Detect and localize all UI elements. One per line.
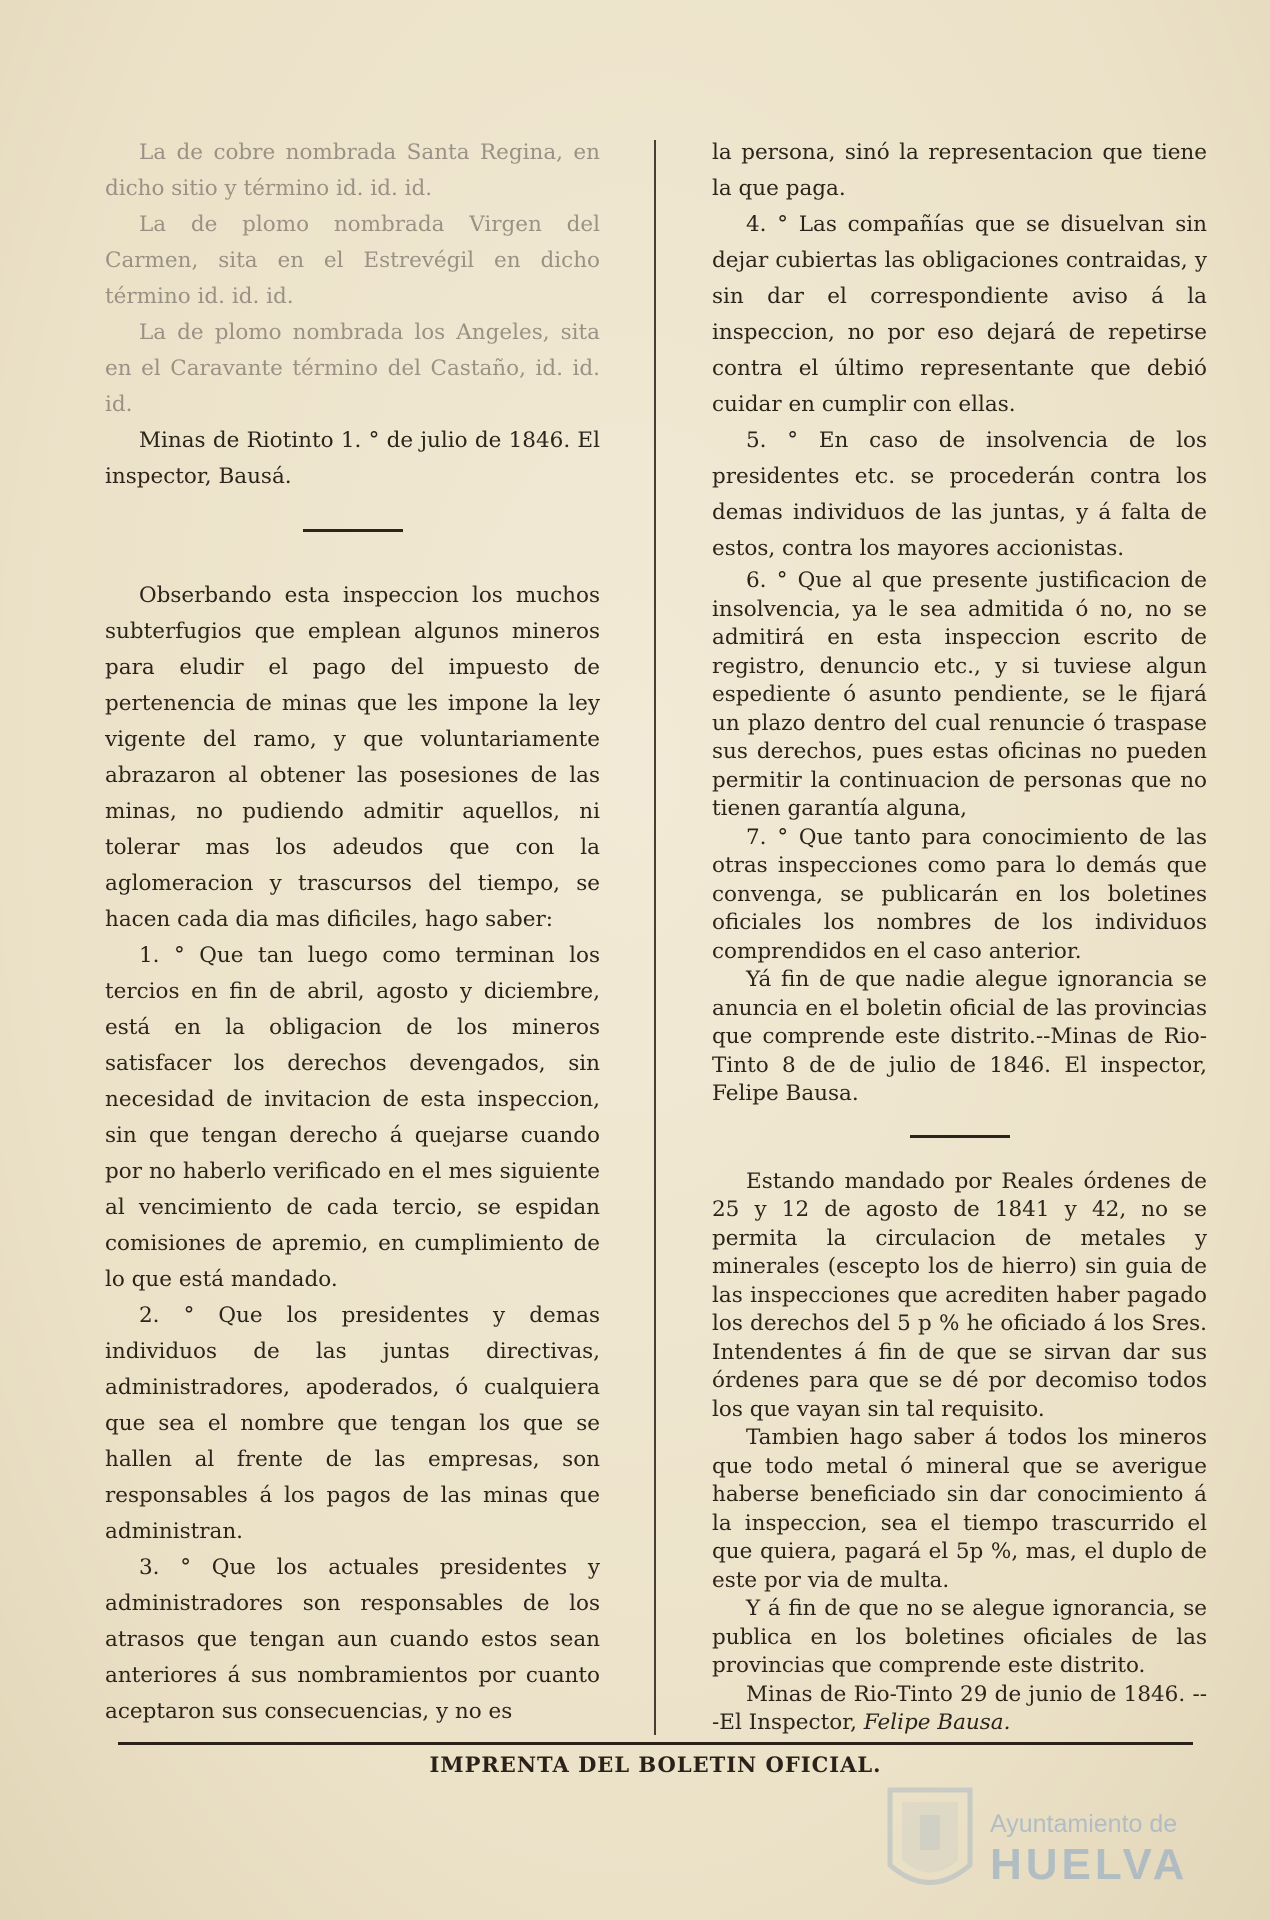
printer-imprint: IMPRENTA DEL BOLETIN OFICIAL. <box>429 1752 882 1777</box>
notice2-item5: 5. ° En caso de insolvencia de los presidentes etc. se procederán contra los demas individuos de las juntas, y á falta de estos, contra los mayores accionistas. <box>712 428 1207 561</box>
notice2-item7: 7. ° Que tanto para conocimiento de las otras inspecciones como para lo demás que convenga, se publicarán en los boletines oficiales los nombres de los individuos comprendidos en el caso anterior. <box>712 824 1207 964</box>
notice3-para3: Y á fin de que no se alegue ignorancia, se publica en los boletines oficiales de las provincias que comprende este distrito. <box>712 1596 1207 1678</box>
watermark-line1: Ayuntamiento de <box>990 1810 1178 1838</box>
footer-rule <box>118 1742 1193 1745</box>
notice2-closing: Yá fin de que nadie alegue ignorancia se anuncia en el boletin oficial de las provincias que comprende este distrito.--Minas de Rio-Tinto 8 de de julio de 1846. El inspector, Felipe Bausa. <box>712 967 1207 1106</box>
notice1-signature: Minas de Riotinto 1. ° de julio de 1846. El inspector, Bausá. <box>105 428 600 489</box>
notice2-item3: 3. ° Que los actuales presidentes y administradores son responsables de los atrasos que tengan aun cuando estos sean anteriores á sus nombramientos por cuanto aceptaron sus consecuencias, y no es <box>105 1555 600 1724</box>
section-divider <box>910 1135 1010 1138</box>
notice2-intro: Obserbando esta inspeccion los muchos subterfugios que emplean algunos mineros para eludir el pago del impuesto de pertenencia de minas que les impone la ley vigente del ramo, y que voluntariamente abrazaron al obtener las posesiones de las minas, no pudiendo admitir aquellos, ni tolerar mas los adeudos que con la aglomeracion y trascursos del tiempo, se hacen cada dia mas dificiles, hago saber: <box>105 583 600 932</box>
column-divider <box>654 140 656 1735</box>
notice3-signature-text: Minas de Rio-Tinto 29 de junio de 1846. ---El Inspector, <box>712 1681 1207 1735</box>
notice3-signature-name: Felipe Bausa. <box>863 1710 1011 1735</box>
section-divider <box>303 529 403 532</box>
notice1-para3: La de plomo nombrada los Angeles, sita en el Caravante término del Castaño, id. id. id. <box>105 320 600 417</box>
notice2-item6: 6. ° Que al que presente justificacion de insolvencia, ya le sea admitida ó no, no se admitirá en esta inspeccion escrito de registro, denuncio etc., y si tuviese algun espediente ó asunto pendiente, se le fijará un plazo dentro del cual renuncie ó traspase sus derechos, pues estas oficinas no pueden permitir la continuacion de personas que no tienen garantía alguna, <box>712 568 1207 821</box>
notice2-continuation: la persona, sinó la representacion que tiene la que paga. <box>712 140 1207 201</box>
left-column <box>105 135 600 1730</box>
watermark-line2: HUELVA <box>990 1840 1189 1889</box>
notice3-para1: Estando mandado por Reales órdenes de 25 y 12 de agosto de 1841 y 42, no se permita la circulacion de metales y minerales (escepto los de hierro) sin guia de las inspecciones que acrediten haber pagado los derechos del 5 p % he oficiado á los Sres. Intendentes á fin de que se sirvan dar sus órdenes para que se dé por decomiso todos los que vayan sin tal requisito. <box>712 1168 1207 1422</box>
right-column <box>712 135 1207 1738</box>
notice2-item2: 2. ° Que los presidentes y demas individuos de las juntas directivas, administradores, apoderados, ó cualquiera que sea el nombre que tengan los que se hallen al frente de las empresas, son responsables á los pagos de las minas que administran. <box>105 1303 600 1544</box>
notice1-para1: La de cobre nombrada Santa Regina, en dicho sitio y término id. id. id. <box>105 140 600 201</box>
notice1-para2: La de plomo nombrada Virgen del Carmen, sita en el Estrevégil en dicho término id. id. id. <box>105 212 600 309</box>
notice2-item4: 4. ° Las compañías que se disuelvan sin dejar cubiertas las obligaciones contraidas, y sin dar el correspondiente aviso á la inspeccion, no por eso dejará de repetirse contra el último representante que debió cuidar en cumplir con ellas. <box>712 212 1207 417</box>
notice2-item1: 1. ° Que tan luego como terminan los tercios en fin de abril, agosto y diciembre, está en la obligacion de los mineros satisfacer los derechos devengados, sin necesidad de invitacion de esta inspeccion, sin que tengan derecho á quejarse cuando por no haberlo verificado en el mes siguiente al vencimiento de cada tercio, se espidan comisiones de apremio, en cumplimiento de lo que está mandado. <box>105 943 600 1292</box>
notice3-para2: Tambien hago saber á todos los mineros que todo metal ó mineral que se averigue haberse beneficiado sin dar conocimiento á la inspeccion, sea el tiempo trascurrido el que quiera, pagará el 5p %, mas, el duplo de este por via de multa. <box>712 1425 1207 1593</box>
notice3-signature <box>712 1681 1207 1738</box>
